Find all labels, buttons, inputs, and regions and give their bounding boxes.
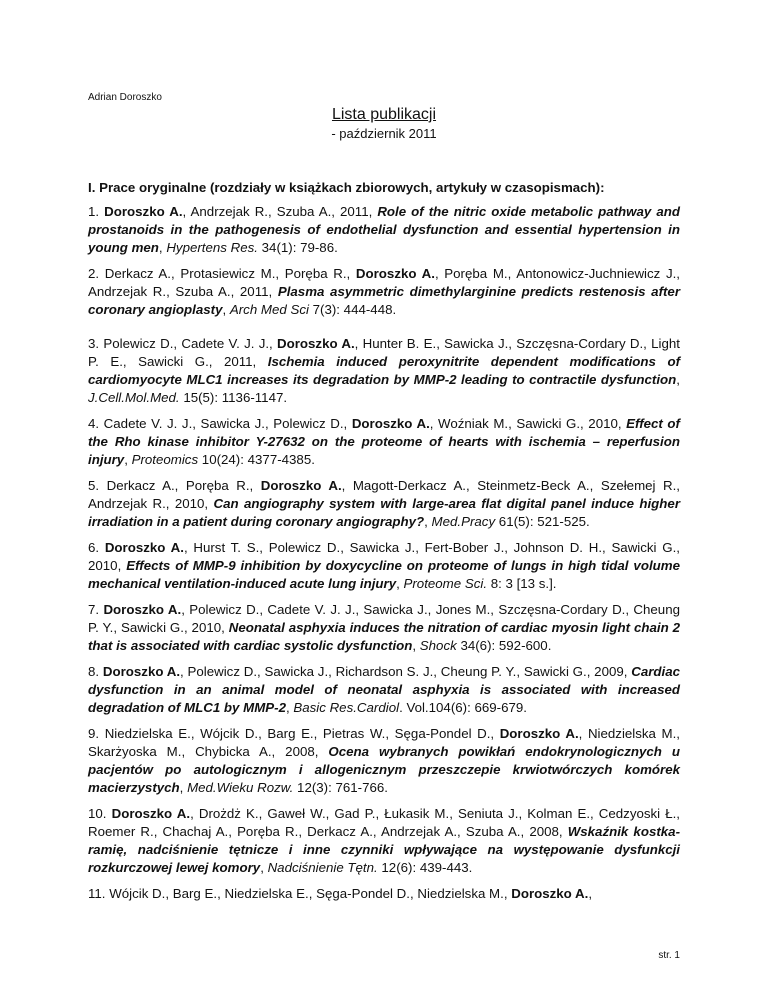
pub-journal: J.Cell.Mol.Med. [88,390,180,405]
document-date: - październik 2011 [331,126,437,141]
pub-authors-pre: Cadete V. J. J., Sawicka J., Polewicz D., [103,416,352,431]
section-heading: I. Prace oryginalne (rozdziały w książkach zbiorowych, artykuły w czasopismach): [88,180,605,195]
pub-number: 2. [88,266,100,281]
pub-sep: , [424,514,432,529]
pub-authors-post: , Poręba M., Antonowicz-Juchniewicz J., Andrzejak R., Szuba A., 2011, [88,266,680,299]
pub-authors-post: , [588,886,593,901]
pub-journal: Nadciśnienie Tętn. [267,860,378,875]
pub-number: 1. [88,204,100,219]
pub-journal: Med.Pracy [431,514,496,529]
pub-author-highlight: Doroszko A. [355,266,435,281]
pub-authors-pre: Derkacz A., Poręba R., [106,478,261,493]
pub-journal: Shock [419,638,457,653]
pub-author-highlight: Doroszko A. [102,664,181,679]
publication-list [88,180,680,911]
pub-authors-post: , Polewicz D., Cadete V. J. J., Sawicka J., Jones M., Szczęsna-Cordary D., Cheung P. Y., Sawicki G., 2010, [88,602,680,635]
pub-authors-pre: Niedzielska E., Wójcik D., Barg E., Pietras W., Sęga-Pondel D., [104,726,500,741]
pub-title: Neonatal asphyxia induces the nitration of cardiac myosin light chain 2 that is associated with cardiac systolic dysfunction [88,620,680,653]
pub-author-highlight: Doroszko A. [104,204,183,219]
pub-journal: Basic Res.Cardiol [293,700,400,715]
pub-number: 4. [88,416,100,431]
title-block [0,106,768,141]
pub-sep: , [222,302,230,317]
pub-sep: , [179,780,188,795]
document-author: Adrian Doroszko [88,92,162,103]
pub-details: 15(5): 1136-1147. [179,390,288,405]
pub-number: 5. [88,478,100,493]
pub-authors-post: , Drożdż K., Gaweł W., Gad P., Łukasik M., Seniuta J., Kolman E., Cedzyoski Ł., Roemer R., Chachaj A., Poręba R., Derkacz A., Andrzejak A., Szuba A., 2008, [88,806,680,839]
page-title: Lista publikacji [331,106,437,123]
pub-details: 61(5): 521-525. [495,514,590,529]
pub-details: 34(6): 592-600. [456,638,552,653]
pub-author-highlight: Doroszko A. [499,726,579,741]
publication-item [88,265,680,319]
pub-number: 11. [88,886,106,901]
pub-title: Can angiography system with large-area flat digital panel induce higher irradiation in a patient during coronary angiography? [88,496,680,529]
pub-details: 12(3): 761-766. [293,780,388,795]
pub-author-highlight: Doroszko A. [103,602,182,617]
pub-number: 10. [88,806,107,821]
pub-authors-post: , Hunter B. E., Sawicka J., Szczęsna-Cordary D., Light P. E., Sawicki G., 2011, [88,336,680,369]
pub-authors-post: , Magott-Derkacz A., Steinmetz-Beck A., Szełemej R., Andrzejak R., 2010, [88,478,680,511]
pub-title: Wskaźnik kostka-ramię, nadciśnienie tętnicze i inne czynniki wpływające na występowanie dysfunkcji rozkurczowej lewej komory [88,824,680,875]
pub-number: 9. [88,726,100,741]
pub-author-highlight: Doroszko A. [351,416,430,431]
pub-title: Ocena wybranych powikłań endokrynologicznych u pacjentów po autologicznym i allogenicznym przeszczepie krwiotwórczych komórek macierzystych [88,744,680,795]
publication-item [88,601,680,655]
pub-title: Effect of the Rho kinase inhibitor Y-27632 on the proteome of hearts with ischemia – reperfusion injury [88,416,680,467]
pub-number: 6. [88,540,100,555]
publication-item [88,663,680,717]
publication-item [88,725,680,797]
pub-number: 7. [88,602,100,617]
pub-authors-post: , Hurst T. S., Polewicz D., Sawicka J., Fert-Bober J., Johnson D. H., Sawicki G., 2010, [88,540,680,573]
pub-title: Role of the nitric oxide metabolic pathway and prostanoids in the pathogenesis of endothelial dysfunction and essential hypertension in young men [88,204,680,255]
pub-details: 7(3): 444-448. [308,302,397,317]
pub-sep: , [124,452,132,467]
pub-details: 8: 3 [13 s.]. [487,576,557,591]
pub-title: Effects of MMP-9 inhibition by doxycycline on proteome of lungs in high tidal volume mechanical ventilation-induced acute lung injury [88,558,680,591]
pub-journal: Proteomics [131,452,199,467]
publication-item [88,477,680,531]
pub-number: 8. [88,664,100,679]
pub-journal: Arch Med Sci [229,302,309,317]
pub-details: . Vol.104(6): 669-679. [399,700,527,715]
pub-sep: , [396,576,404,591]
pub-author-highlight: Doroszko A. [511,886,589,901]
pub-author-highlight: Doroszko A. [104,540,184,555]
pub-number: 3. [88,336,100,351]
pub-sep: , [158,240,167,255]
publication-item [88,415,680,469]
page-number: str. 1 [658,950,680,961]
pub-authors-pre: Wójcik D., Barg E., Niedzielska E., Sęga-Pondel D., Niedzielska M., [109,886,512,901]
pub-authors-post: , Polewicz D., Sawicka J., Richardson S. J., Cheung P. Y., Sawicki G., 2009, [180,664,632,679]
publication-item [88,203,680,257]
pub-authors-post: , Andrzejak R., Szuba A., 2011, [182,204,378,219]
pub-author-highlight: Doroszko A. [277,336,355,351]
pub-title: Plasma asymmetric dimethylarginine predicts restenosis after coronary angioplasty [88,284,680,317]
pub-title: Ischemia induced peroxynitrite dependent modifications of cardiomyocyte MLC1 increases its degradation by MMP-2 leading to contractile dysfunction [88,354,680,387]
pub-details: 10(24): 4377-4385. [198,452,315,467]
publication-item [88,805,680,877]
publication-item [88,539,680,593]
pub-journal: Med.Wieku Rozw. [187,780,294,795]
publication-item [88,885,680,903]
pub-authors-pre: Derkacz A., Protasiewicz M., Poręba R., [104,266,356,281]
pub-sep: , [412,638,420,653]
pub-sep: , [285,700,294,715]
pub-authors-pre: Polewicz D., Cadete V. J. J., [103,336,278,351]
pub-authors-post: , Woźniak M., Sawicki G., 2010, [429,416,627,431]
pub-title: Cardiac dysfunction in an animal model of neonatal asphyxia is associated with increased degradation of MLC1 by MMP-2 [88,664,680,715]
pub-sep: , [676,372,680,387]
pub-authors-post: , Niedzielska M., Skarżyoska M., Chybicka A., 2008, [88,726,680,759]
pub-details: 12(6): 439-443. [377,860,473,875]
pub-journal: Proteome Sci. [403,576,488,591]
pub-journal: Hypertens Res. [166,240,258,255]
pub-sep: , [260,860,268,875]
publication-item [88,335,680,407]
pub-details: 34(1): 79-86. [257,240,338,255]
pub-author-highlight: Doroszko A. [111,806,191,821]
pub-author-highlight: Doroszko A. [260,478,342,493]
